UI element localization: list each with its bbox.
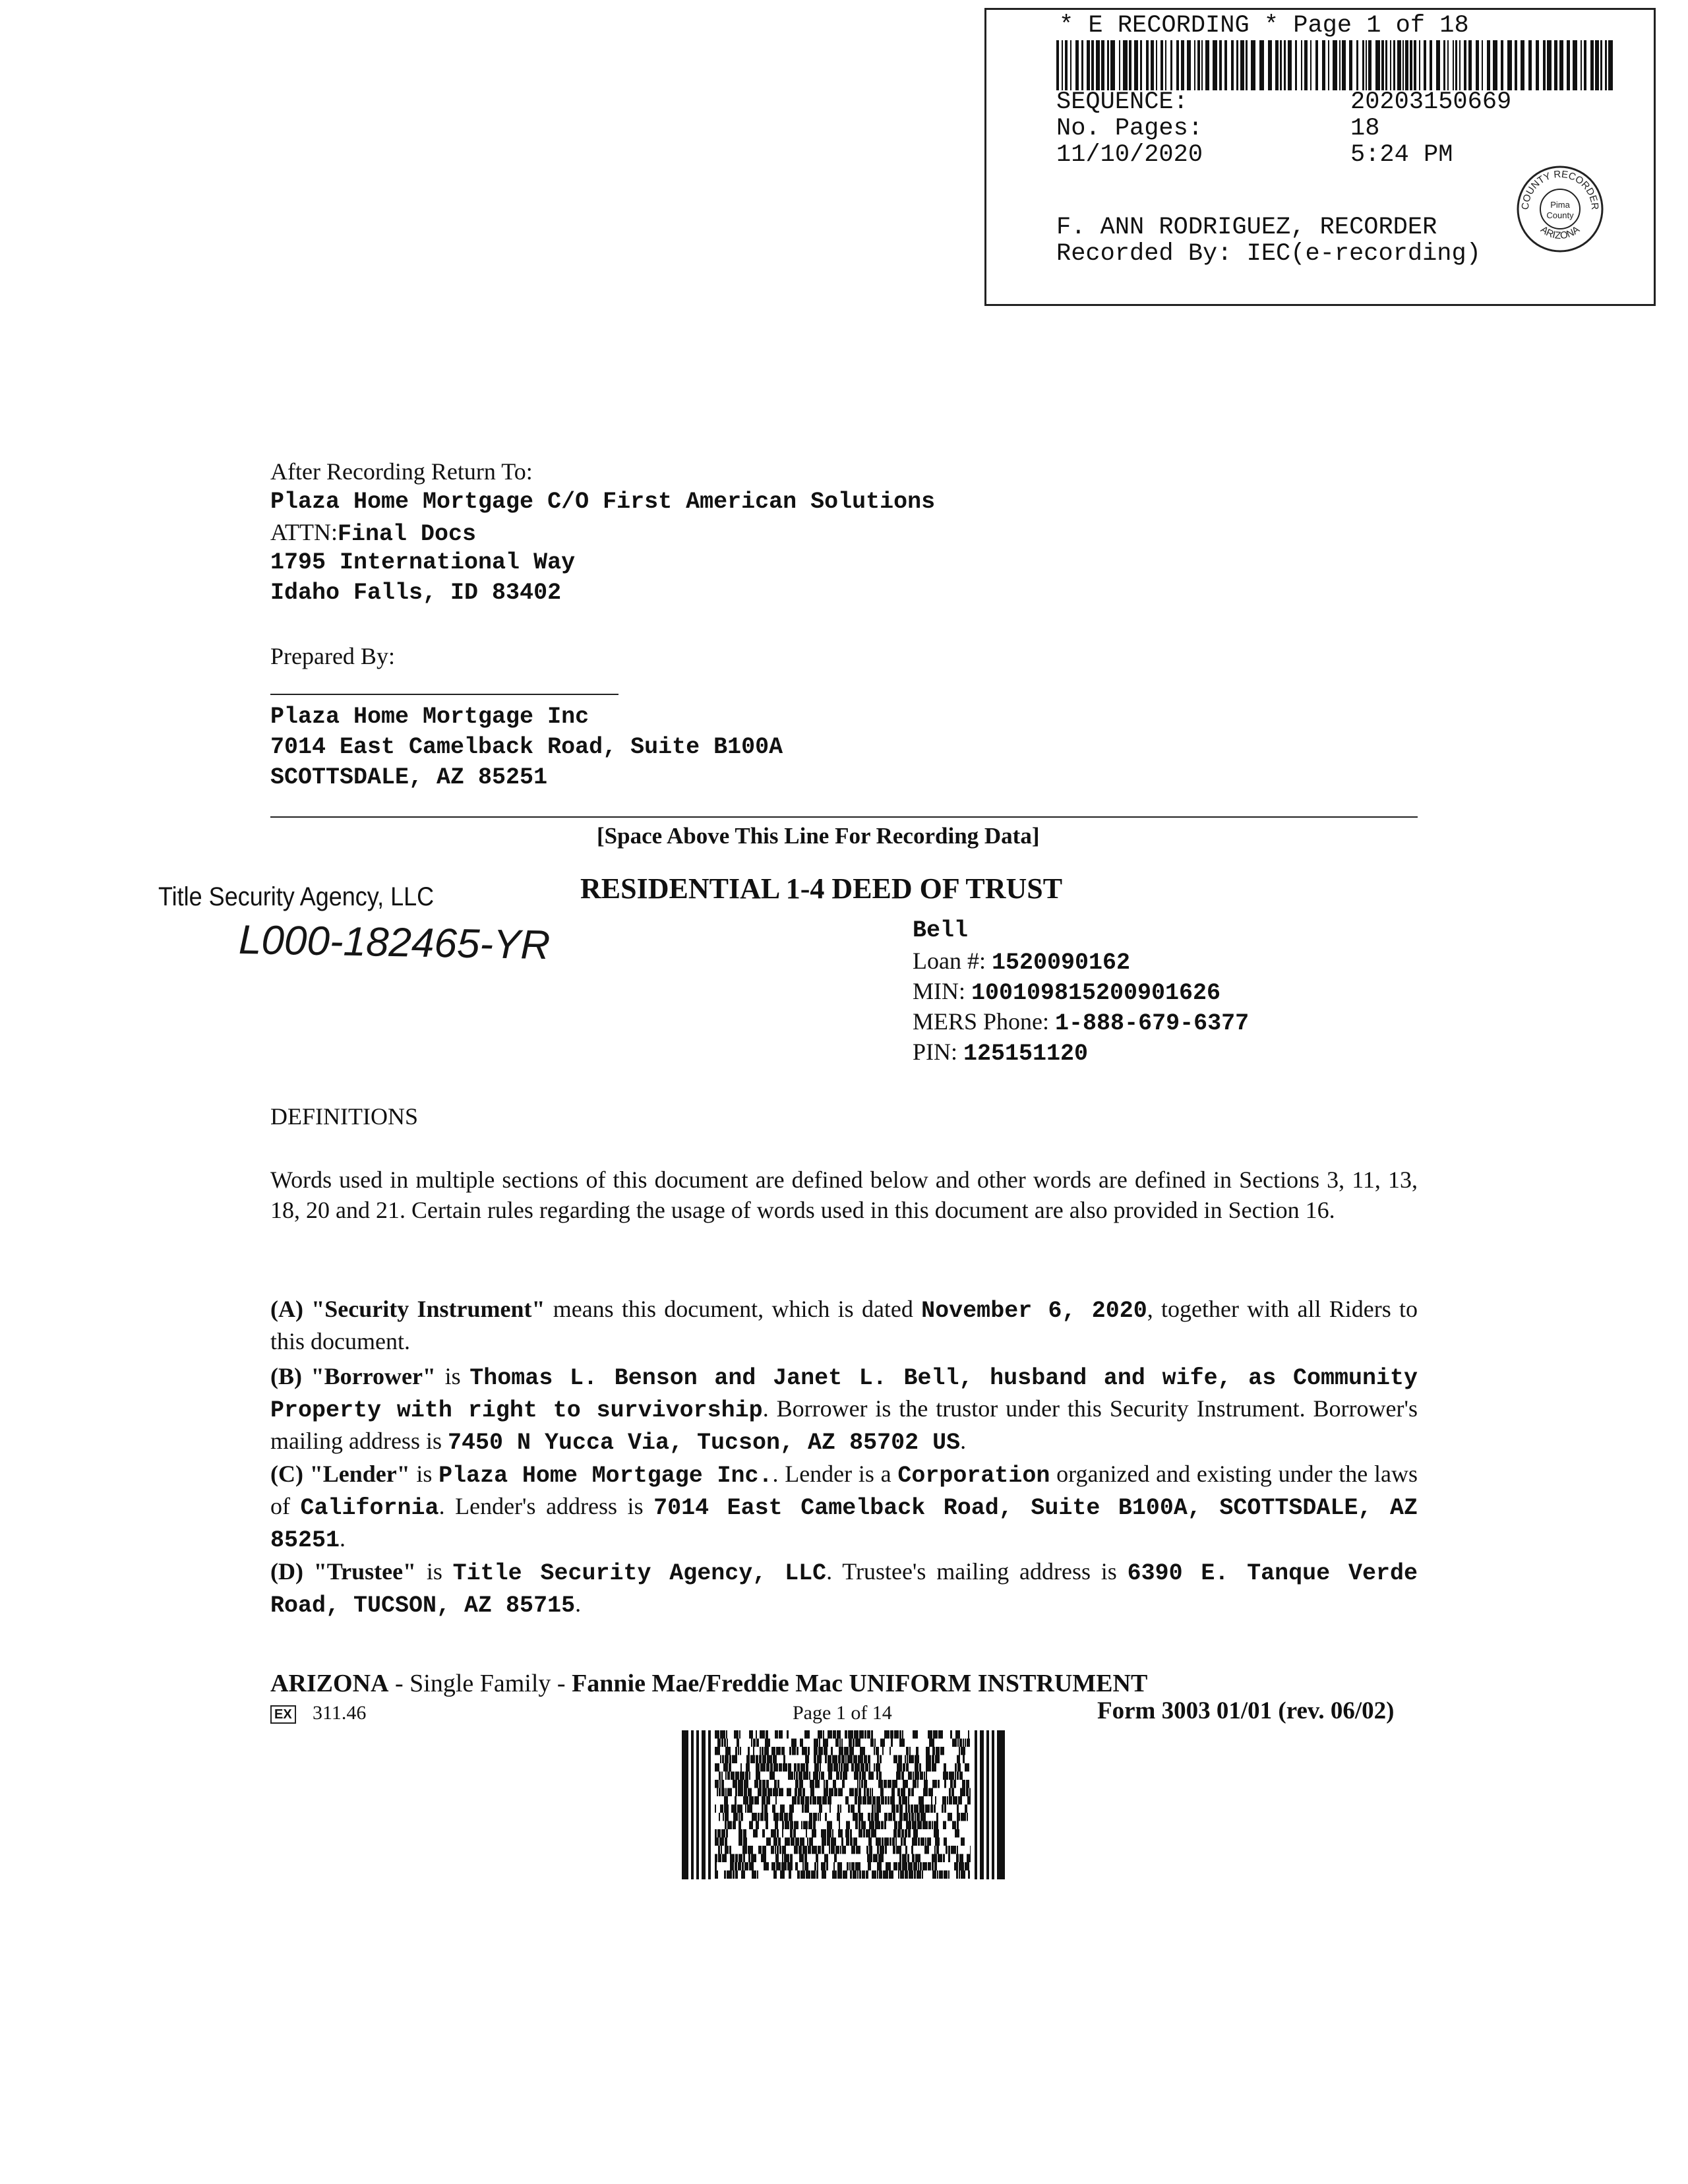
- recording-data-rule: [270, 816, 1418, 818]
- return-to-line1: Plaza Home Mortgage C/O First American Solutions: [270, 489, 936, 515]
- min-value: 100109815200901626: [971, 980, 1221, 1006]
- mers-phone: [913, 1006, 1249, 1039]
- prepared-by-line1: Plaza Home Mortgage Inc: [270, 704, 589, 730]
- loan-number-label: Loan #:: [913, 948, 986, 974]
- prepared-by-rule: [270, 694, 618, 695]
- def-c-address: 7014 East Camelback Road, Suite B100A, SCOTTSDALE, AZ 85251: [270, 1495, 1418, 1554]
- def-c-term: (C) "Lender": [270, 1461, 410, 1487]
- seal-bottom-text: ARIZONA: [1538, 224, 1582, 242]
- def-b-term: (B) "Borrower": [270, 1363, 436, 1389]
- def-d-name: Title Security Agency, LLC: [452, 1560, 827, 1587]
- def-d-text1: is: [416, 1558, 453, 1585]
- footer-page-number: Page 1 of 14: [793, 1702, 892, 1724]
- seal-center-2: County: [1546, 210, 1574, 220]
- def-a-date: November 6, 2020: [921, 1298, 1147, 1324]
- def-a-term: (A) "Security Instrument": [270, 1296, 545, 1322]
- def-c-type: Corporation: [897, 1463, 1050, 1489]
- definitions-heading: DEFINITIONS: [270, 1103, 418, 1130]
- definition-lender: [270, 1459, 1418, 1556]
- return-to-line4: Idaho Falls, ID 83402: [270, 580, 562, 606]
- borrower-last-name: Bell: [913, 917, 969, 944]
- def-d-address: 6390 E. Tanque Verde Road, TUCSON, AZ 85715: [270, 1560, 1418, 1619]
- pin-number: [913, 1037, 1088, 1069]
- return-to-label: After Recording Return To:: [270, 458, 533, 485]
- attn-value: Final Docs: [338, 521, 477, 547]
- def-d-term: (D) "Trustee": [270, 1558, 417, 1585]
- definitions-intro: Words used in multiple sections of this document are defined below and other words are defined in Sections 3, 11, 13, 18, 20 and 21. Certain rules regarding the usage of words used in this document are also provided in Section 16.: [270, 1167, 1418, 1223]
- recorded-by: Recorded By: IEC(e-recording): [1056, 240, 1481, 268]
- space-above-note: [Space Above This Line For Recording Data]: [597, 823, 1040, 849]
- form-footer-title: [270, 1668, 1147, 1699]
- recording-date: 11/10/2020: [1056, 141, 1203, 169]
- county-seal-icon: [1514, 163, 1606, 255]
- def-c-text5: .: [340, 1525, 346, 1552]
- return-to-attn: [270, 517, 476, 549]
- min-number: [913, 976, 1221, 1008]
- def-c-state: California: [300, 1495, 439, 1521]
- def-a-text2: , together with all Riders to this document.: [270, 1296, 1418, 1354]
- recording-stamp: [984, 8, 1656, 306]
- def-c-text4: . Lender's address is: [438, 1493, 654, 1519]
- mers-label: MERS Phone:: [913, 1008, 1050, 1035]
- prepared-by-label: Prepared By:: [270, 643, 395, 669]
- def-b-text1: is: [435, 1363, 470, 1389]
- def-c-name: Plaza Home Mortgage Inc.: [438, 1463, 773, 1489]
- mers-value: 1-888-679-6377: [1055, 1010, 1250, 1037]
- title-agency-stamp: Title Security Agency, LLC: [158, 882, 435, 911]
- recording-time: 5:24 PM: [1350, 141, 1453, 169]
- prepared-by-line3: SCOTTSDALE, AZ 85251: [270, 764, 548, 791]
- pin-value: 125151120: [963, 1041, 1089, 1067]
- handwritten-order-number: L000-182465-YR: [238, 917, 551, 969]
- def-b-address: 7450 N Yucca Via, Tucson, AZ 85702 US: [447, 1430, 961, 1456]
- sequence-label: SEQUENCE:: [1056, 88, 1188, 116]
- footer-form-number: Form 3003 01/01 (rev. 06/02): [1097, 1697, 1395, 1724]
- def-a-text1: means this document, which is dated: [545, 1296, 922, 1322]
- def-b-text2: . Borrower is the trustor under this Security Instrument. Borrower's mailing address is: [270, 1395, 1418, 1454]
- loan-number-value: 1520090162: [991, 950, 1131, 976]
- recorder-name: F. ANN RODRIGUEZ, RECORDER: [1056, 214, 1437, 241]
- return-to-line3: 1795 International Way: [270, 549, 576, 576]
- pages-label: No. Pages:: [1056, 115, 1203, 142]
- def-c-text2: . Lender is a: [772, 1461, 898, 1487]
- recording-barcode: [1056, 40, 1615, 90]
- document-title: RESIDENTIAL 1-4 DEED OF TRUST: [580, 872, 1063, 905]
- attn-label: ATTN:: [270, 519, 338, 545]
- seal-top-text: COUNTY RECORDER: [1519, 168, 1601, 210]
- stamp-header: * E RECORDING * Page 1 of 18: [1059, 12, 1469, 40]
- definition-borrower: [270, 1361, 1418, 1458]
- min-label: MIN:: [913, 978, 965, 1004]
- def-d-text3: .: [575, 1591, 582, 1617]
- footer-state: ARIZONA: [270, 1670, 389, 1697]
- pin-label: PIN:: [913, 1039, 958, 1065]
- definition-trustee: [270, 1556, 1418, 1621]
- footer-code: 311.46: [313, 1702, 367, 1724]
- def-c-text3: organized and existing under the laws of: [270, 1461, 1418, 1519]
- sequence-value: 20203150669: [1350, 88, 1512, 116]
- prepared-by-line2: 7014 East Camelback Road, Suite B100A: [270, 734, 783, 760]
- footer-instrument: Fannie Mae/Freddie Mac UNIFORM INSTRUMENT: [572, 1670, 1148, 1697]
- footer-middle: - Single Family -: [388, 1670, 572, 1697]
- def-b-text3: .: [960, 1428, 967, 1454]
- seal-center-1: Pima: [1550, 200, 1570, 210]
- document-2d-barcode: [682, 1730, 1006, 1879]
- def-c-text1: is: [409, 1461, 439, 1487]
- pages-value: 18: [1350, 115, 1380, 142]
- loan-number: [913, 946, 1130, 978]
- definition-security-instrument: [270, 1294, 1418, 1356]
- ellie-mae-icon: EX: [270, 1705, 296, 1724]
- def-d-text2: . Trustee's mailing address is: [826, 1558, 1128, 1585]
- def-b-name: Thomas L. Benson and Janet L. Bell, husband and wife, as Community Property with right to survivorship: [270, 1365, 1418, 1424]
